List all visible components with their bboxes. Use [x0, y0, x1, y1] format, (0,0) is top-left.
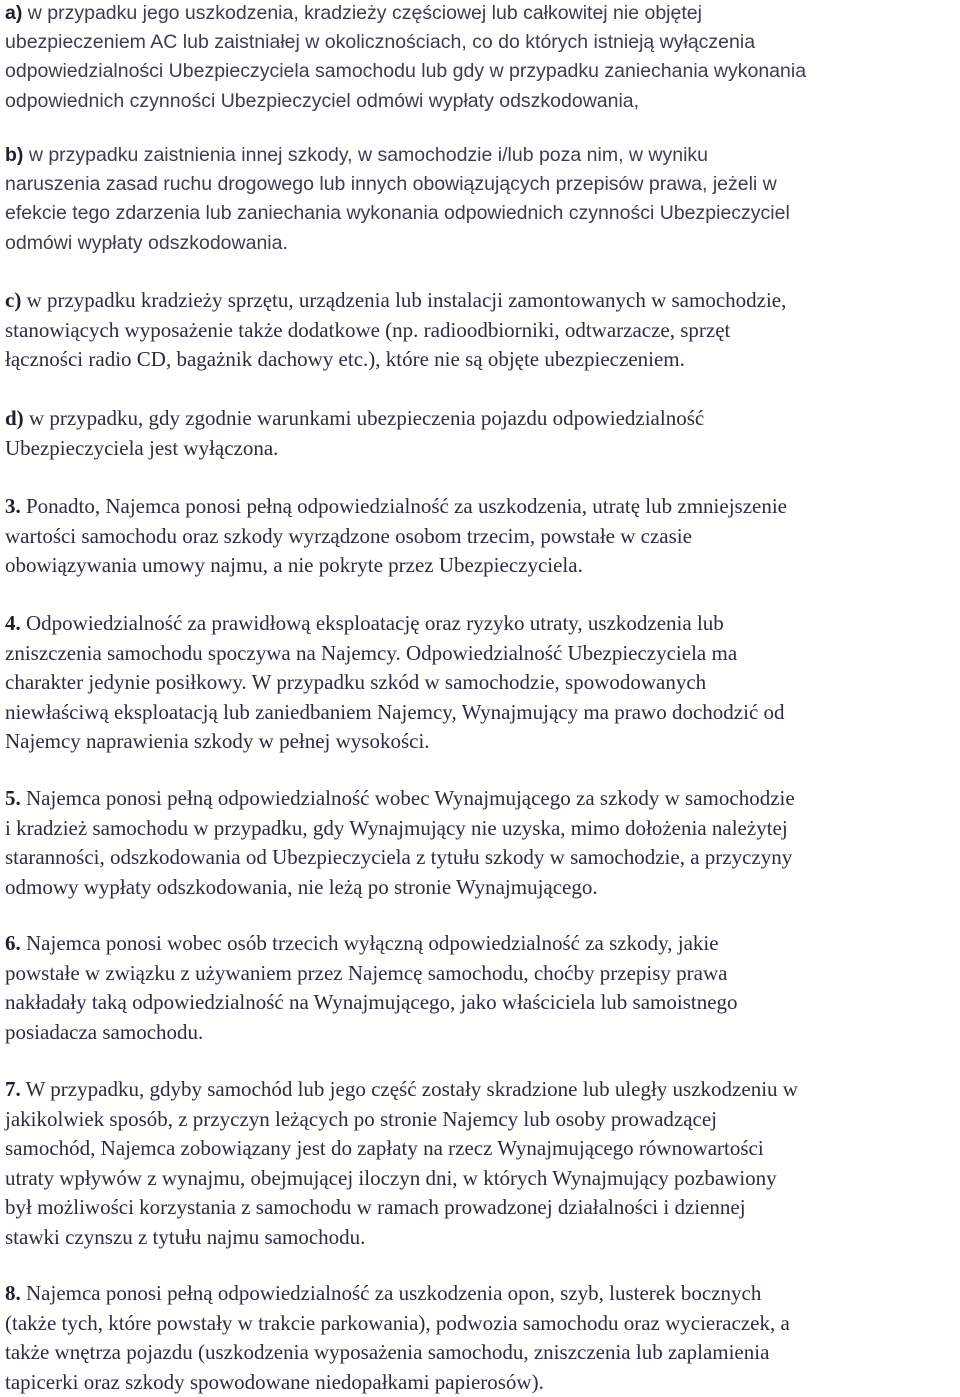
text-line: stawki czynszu z tytułu najmu samochodu.: [5, 1224, 366, 1249]
list-marker: 3.: [5, 494, 21, 518]
text-line: także wnętrza pojazdu (uszkodzenia wyposażenia samochodu, zniszczenia lub zaplamienia: [5, 1340, 770, 1365]
list-marker: 8.: [5, 1281, 21, 1305]
text-line: [5, 1075, 798, 1105]
list-marker: 5.: [5, 786, 21, 810]
text-line: jakikolwiek sposób, z przyczyn leżących po stronie Najemcy lub osoby prowadzącej: [5, 1106, 718, 1131]
text-line: tapicerki oraz szkody spowodowane niedopałkami papierosów).: [5, 1369, 544, 1394]
paragraph-8: [5, 1279, 790, 1397]
paragraph-4: [5, 609, 785, 757]
paragraph-3: [5, 492, 787, 581]
text-segment: W przypadku, gdyby samochód lub jego część zostały skradzione lub uległy uszkodzeniu w: [20, 1077, 798, 1101]
text-segment: w przypadku, gdy zgodnie warunkami ubezpieczenia pojazdu odpowiedzialność: [23, 406, 705, 430]
list-marker: d): [5, 406, 24, 430]
text-line: odmowy wypłaty odszkodowania, nie leżą po stronie Wynajmującego.: [5, 874, 598, 899]
text-line: łączności radio CD, bagażnik dachowy etc.), które nie są objęte ubezpieczeniem.: [5, 347, 685, 372]
text-line: naruszenia zasad ruchu drogowego lub innych obowiązujących przepisów prawa, jeżeli w: [5, 173, 777, 196]
text-segment: Najemca ponosi pełną odpowiedzialność za uszkodzenia opon, szyb, lusterek bocznych: [20, 1281, 762, 1305]
text-line: niewłaściwą eksploatacją lub zaniedbaniem Najemcy, Wynajmujący ma prawo dochodzić od: [5, 699, 785, 724]
text-segment: Najemca ponosi pełną odpowiedzialność wobec Wynajmującego za szkody w samochodzie: [20, 786, 795, 810]
text-line: był możliwości korzystania z samochodu w ramach prowadzonej działalności i dziennej: [5, 1195, 746, 1220]
text-line: samochód, Najemca zobowiązany jest do zapłaty na rzecz Wynajmującego równowartości: [5, 1136, 764, 1161]
text-line: [5, 929, 719, 959]
text-line: staranności, odszkodowania od Ubezpieczyciela z tytułu szkody w samochodzie, a przyczyny: [5, 845, 793, 870]
paragraph-5: [5, 784, 795, 902]
text-line: wartości samochodu oraz szkody wyrządzone osobom trzecim, powstałe w czasie: [5, 523, 692, 548]
text-line: (także tych, które powstały w trakcie parkowania), podwozia samochodu oraz wycieraczek, a: [5, 1310, 790, 1335]
text-line: Ubezpieczyciela jest wyłączona.: [5, 435, 279, 460]
text-line: [5, 141, 708, 170]
text-segment: w przypadku jego uszkodzenia, kradzieży częściowej lub całkowitej nie objętej: [22, 2, 702, 24]
text-segment: Ponadto, Najemca ponosi pełną odpowiedzialność za uszkodzenia, utratę lub zmniejszenie: [20, 494, 787, 518]
text-line: odmówi wypłaty odszkodowania.: [5, 231, 288, 254]
text-line: Najemcy naprawienia szkody w pełnej wysokości.: [5, 729, 430, 754]
text-line: charakter jedynie posiłkowy. W przypadku szkód w samochodzie, spowodowanych: [5, 670, 707, 695]
text-line: ubezpieczeniem AC lub zaistniałej w okolicznościach, co do których istnieją wyłączenia: [5, 31, 756, 54]
text-segment: Najemca ponosi wobec osób trzecich wyłączną odpowiedzialność za szkody, jakie: [20, 931, 719, 955]
paragraph-c: [5, 286, 786, 375]
paragraph-7: [5, 1075, 798, 1253]
text-segment: w przypadku kradzieży sprzętu, urządzenia lub instalacji zamontowanych w samochodzie,: [21, 288, 787, 312]
text-line: odpowiednich czynności Ubezpieczyciel odmówi wypłaty odszkodowania,: [5, 89, 640, 112]
paragraph-d: [5, 404, 704, 463]
list-marker: 7.: [5, 1077, 21, 1101]
text-line: stanowiących wyposażenie także dodatkowe (np. radioodbiorniki, odtwarzacze, sprzęt: [5, 317, 731, 342]
text-line: [5, 609, 724, 639]
text-line: efekcie tego zdarzenia lub zaniechania wykonania odpowiednich czynności Ubezpieczyciel: [5, 202, 790, 225]
text-line: odpowiedzialności Ubezpieczyciela samochodu lub gdy w przypadku zaniechania wykonania: [5, 60, 807, 83]
paragraph-a: [5, 0, 806, 116]
text-line: nakładały taką odpowiedzialność na Wynajmującego, jako właściciela lub samoistnego: [5, 990, 738, 1015]
text-line: [5, 1279, 761, 1309]
list-marker: a): [5, 2, 23, 24]
text-line: posiadacza samochodu.: [5, 1019, 204, 1044]
text-line: [5, 492, 787, 522]
text-line: i kradzież samochodu w przypadku, gdy Wynajmujący nie uzyska, mimo dołożenia należytej: [5, 815, 788, 840]
list-marker: c): [5, 288, 22, 312]
list-marker: b): [5, 144, 24, 166]
text-line: zniszczenia samochodu spoczywa na Najemcy. Odpowiedzialność Ubezpieczyciela ma: [5, 640, 738, 665]
text-line: [5, 286, 786, 316]
text-line: powstałe w związku z używaniem przez Najemcę samochodu, choćby przepisy prawa: [5, 960, 728, 985]
text-line: obowiązywania umowy najmu, a nie pokryte przez Ubezpieczyciela.: [5, 553, 583, 578]
text-line: [5, 404, 704, 434]
list-marker: 6.: [5, 931, 21, 955]
list-marker: 4.: [5, 611, 21, 635]
text-line: [5, 784, 795, 814]
text-segment: Odpowiedzialność za prawidłową eksploatację oraz ryzyko utraty, uszkodzenia lub: [20, 611, 724, 635]
paragraph-6: [5, 929, 738, 1047]
paragraph-b: [5, 141, 790, 258]
text-segment: w przypadku zaistnienia innej szkody, w samochodzie i/lub poza nim, w wyniku: [23, 144, 709, 166]
text-line: [5, 0, 702, 28]
text-line: utraty wpływów z wynajmu, obejmującej iloczyn dni, w których Wynajmujący pozbawiony: [5, 1165, 777, 1190]
